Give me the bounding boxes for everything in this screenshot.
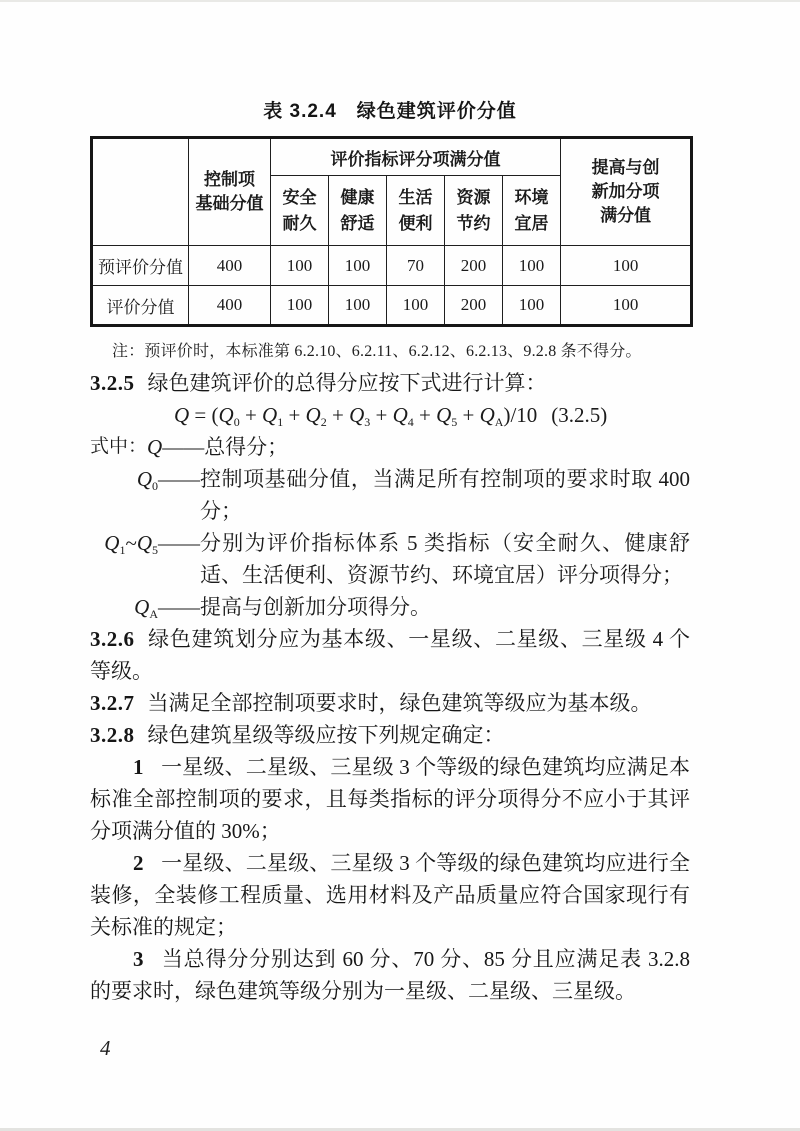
cell-value: 200 <box>445 286 503 326</box>
clause-3-2-7 <box>90 687 690 719</box>
corner-cell <box>92 138 189 246</box>
cell-value: 100 <box>387 286 445 326</box>
definition-row-qa <box>90 591 690 623</box>
table-row-pre-evaluation <box>92 246 692 286</box>
definition-row-q0 <box>90 463 690 527</box>
header-line: 新加分项 <box>591 182 660 201</box>
clause-text: 绿色建筑星级等级应按下列规定确定： <box>147 723 505 747</box>
item-text: 一星级、二星级、三星级 3 个等级的绿色建筑均应满足本标准全部控制项的要求，且每类指标的评分项得分不应小于其评分项满分值的 30%； <box>90 755 690 843</box>
row-label: 预评价分值 <box>92 246 189 286</box>
score-table <box>90 136 693 327</box>
header-line: 耐久 <box>282 213 317 233</box>
header-line: 控制项 <box>204 170 255 189</box>
clause-number: 3.2.8 <box>90 723 135 747</box>
clause-text: 绿色建筑划分应为基本级、一星级、二星级、三星级 4 个等级。 <box>90 627 690 683</box>
definition-row-q <box>90 431 690 463</box>
definition-description: 总得分； <box>204 435 289 459</box>
cell-value: 200 <box>445 246 503 286</box>
clause-number: 3.2.5 <box>90 371 135 395</box>
formula-3-2-5 <box>90 399 690 431</box>
definition-term: $Q_A——$ <box>134 595 200 621</box>
clause-3-2-5 <box>90 367 690 399</box>
table-title: 表 3.2.4 绿色建筑评价分值 <box>263 101 517 122</box>
cell-value: 400 <box>189 246 271 286</box>
header-line: 满分值 <box>600 206 652 225</box>
header-line: 健康 <box>340 187 375 207</box>
cell-value: 100 <box>271 286 329 326</box>
col-header-safety <box>271 176 329 246</box>
definition-description: 分别为评价指标体系 5 类指标（安全耐久、健康舒适、生活便利、资源节约、环境宜居）评分项得分； <box>200 531 690 587</box>
table-header-row-1 <box>92 138 692 176</box>
page-number: 4 <box>100 1036 111 1060</box>
cell-value: 100 <box>503 246 561 286</box>
page-content <box>90 96 690 1007</box>
header-line: 环境 <box>514 187 549 207</box>
definition-description: 控制项基础分值，当满足所有控制项的要求时取 400 分； <box>200 467 690 523</box>
cell-value: 100 <box>271 246 329 286</box>
clause-text: 当满足全部控制项要求时，绿色建筑等级应为基本级。 <box>147 691 652 715</box>
clause-number: 3.2.6 <box>90 627 135 651</box>
item-number: 1 <box>133 755 144 779</box>
scan-edge-top <box>0 0 800 2</box>
cell-value: 100 <box>329 246 387 286</box>
clause-3-2-6 <box>90 623 690 687</box>
col-header-convenience <box>387 176 445 246</box>
definition-row-q1-q5 <box>90 527 690 591</box>
formula-expression: $Q = (Q_0 + Q_1 + Q_2 + Q_3 + Q_4 + Q_5 + Q_A)/10$ <box>174 403 538 429</box>
header-line: 生活 <box>398 187 433 207</box>
item-text: 一星级、二星级、三星级 3 个等级的绿色建筑均应进行全装修，全装修工程质量、选用材料及产品质量应符合国家现行有关标准的规定； <box>90 851 690 939</box>
header-line: 节约 <box>456 213 491 233</box>
col-header-control <box>189 138 271 246</box>
symbol-definitions <box>90 431 690 623</box>
table-note: 注：预评价时，本标准第 6.2.10、6.2.11、6.2.12、6.2.13、9.2.8 条不得分。 <box>112 343 642 360</box>
row-label: 评价分值 <box>92 286 189 326</box>
col-header-health <box>329 176 387 246</box>
clause-3-2-8 <box>90 719 690 751</box>
where-label: 式中： <box>90 436 148 457</box>
cell-value: 100 <box>561 286 692 326</box>
definition-term: $Q_0——$ <box>136 467 200 493</box>
header-line: 安全 <box>282 187 317 207</box>
equation-number: (3.2.5) <box>551 403 608 427</box>
header-line: 提高与创 <box>591 158 660 177</box>
group-header-indicators: 评价指标评分项满分值 <box>271 138 561 176</box>
clause-3-2-8-item-2 <box>90 847 690 943</box>
header-line: 资源 <box>456 187 491 207</box>
cell-value: 70 <box>387 246 445 286</box>
header-line: 便利 <box>398 213 433 233</box>
item-text: 当总得分分别达到 60 分、70 分、85 分且应满足表 3.2.8 的要求时，绿色建筑等级分别为一星级、二星级、三星级。 <box>90 947 690 1003</box>
table-row-evaluation <box>92 286 692 326</box>
header-line: 舒适 <box>340 213 375 233</box>
definition-term-column <box>90 463 200 527</box>
col-header-bonus <box>561 138 692 246</box>
clause-text: 绿色建筑评价的总得分应按下式进行计算： <box>147 371 547 395</box>
col-header-resources <box>445 176 503 246</box>
definition-term: Q—— <box>147 435 205 459</box>
clause-number: 3.2.7 <box>90 691 135 715</box>
clause-3-2-8-item-1 <box>90 751 690 847</box>
header-line: 基础分值 <box>195 194 264 213</box>
definition-term-column <box>90 527 200 591</box>
cell-value: 400 <box>189 286 271 326</box>
definition-term: $Q_1\sim Q_5——$ <box>104 531 200 557</box>
cell-value: 100 <box>503 286 561 326</box>
col-header-environment <box>503 176 561 246</box>
clause-3-2-8-item-3 <box>90 943 690 1007</box>
definition-term-column <box>90 591 200 623</box>
cell-value: 100 <box>329 286 387 326</box>
cell-value: 100 <box>561 246 692 286</box>
header-line: 宜居 <box>514 213 549 233</box>
definition-description: 提高与创新加分项得分。 <box>200 595 431 619</box>
item-number: 2 <box>133 851 144 875</box>
item-number: 3 <box>133 947 144 971</box>
definition-term-column <box>90 431 204 463</box>
